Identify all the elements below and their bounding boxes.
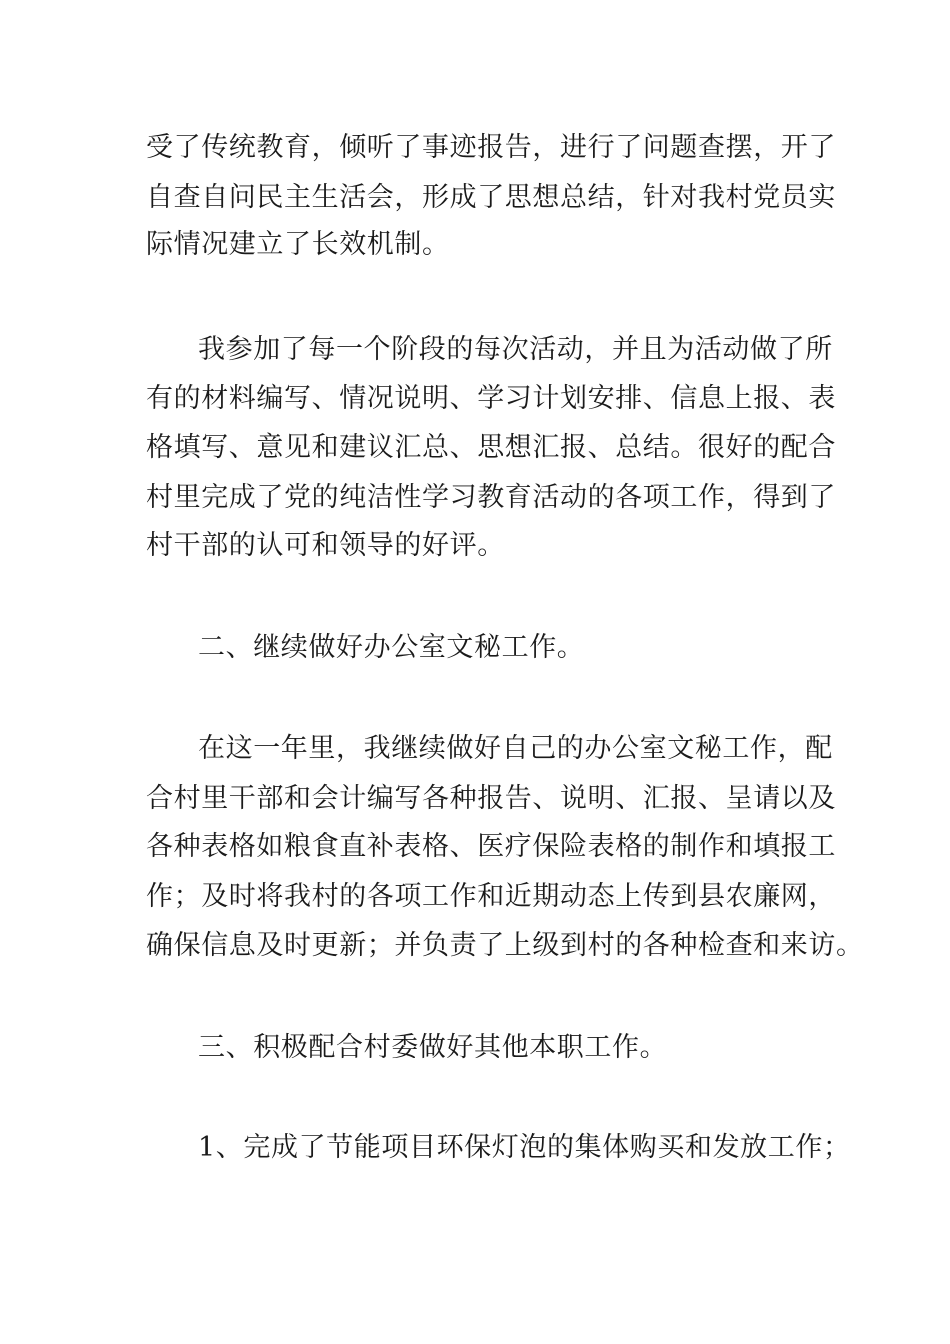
list-item-1: 1、完成了节能项目环保灯泡的集体购买和发放工作； [198,1132,851,1163]
paragraph-1-line-1: 受了传统教育，倾听了事迹报告，进行了问题查摆，开了 [146,132,836,163]
paragraph-2-line-1: 我参加了每一个阶段的每次活动，并且为活动做了所 [198,334,833,365]
paragraph-2-line-5: 村干部的认可和领导的好评。 [146,530,505,561]
paragraph-1-line-2: 自查自问民主生活会，形成了思想总结，针对我村党员实 [146,182,836,213]
paragraph-3-line-3: 各种表格如粮食直补表格、医疗保险表格的制作和填报工 [146,831,836,862]
paragraph-3-line-5: 确保信息及时更新；并负责了上级到村的各种检查和来访。 [146,930,864,961]
paragraph-2-line-2: 有的材料编写、情况说明、学习计划安排、信息上报、表 [146,383,836,414]
paragraph-1-line-3: 际情况建立了长效机制。 [146,229,450,260]
paragraph-2-line-3: 格填写、意见和建议汇总、思想汇报、总结。很好的配合 [146,432,836,463]
paragraph-3-line-4: 作；及时将我村的各项工作和近期动态上传到县农廉网， [146,881,836,912]
paragraph-3-line-2: 合村里干部和会计编写各种报告、说明、汇报、呈请以及 [146,783,836,814]
paragraph-3-line-1: 在这一年里，我继续做好自己的办公室文秘工作，配 [198,733,833,764]
section-heading-3: 三、积极配合村委做好其他本职工作。 [198,1032,668,1063]
section-heading-2: 二、继续做好办公室文秘工作。 [198,632,585,663]
paragraph-2-line-4: 村里完成了党的纯洁性学习教育活动的各项工作，得到了 [146,482,836,513]
